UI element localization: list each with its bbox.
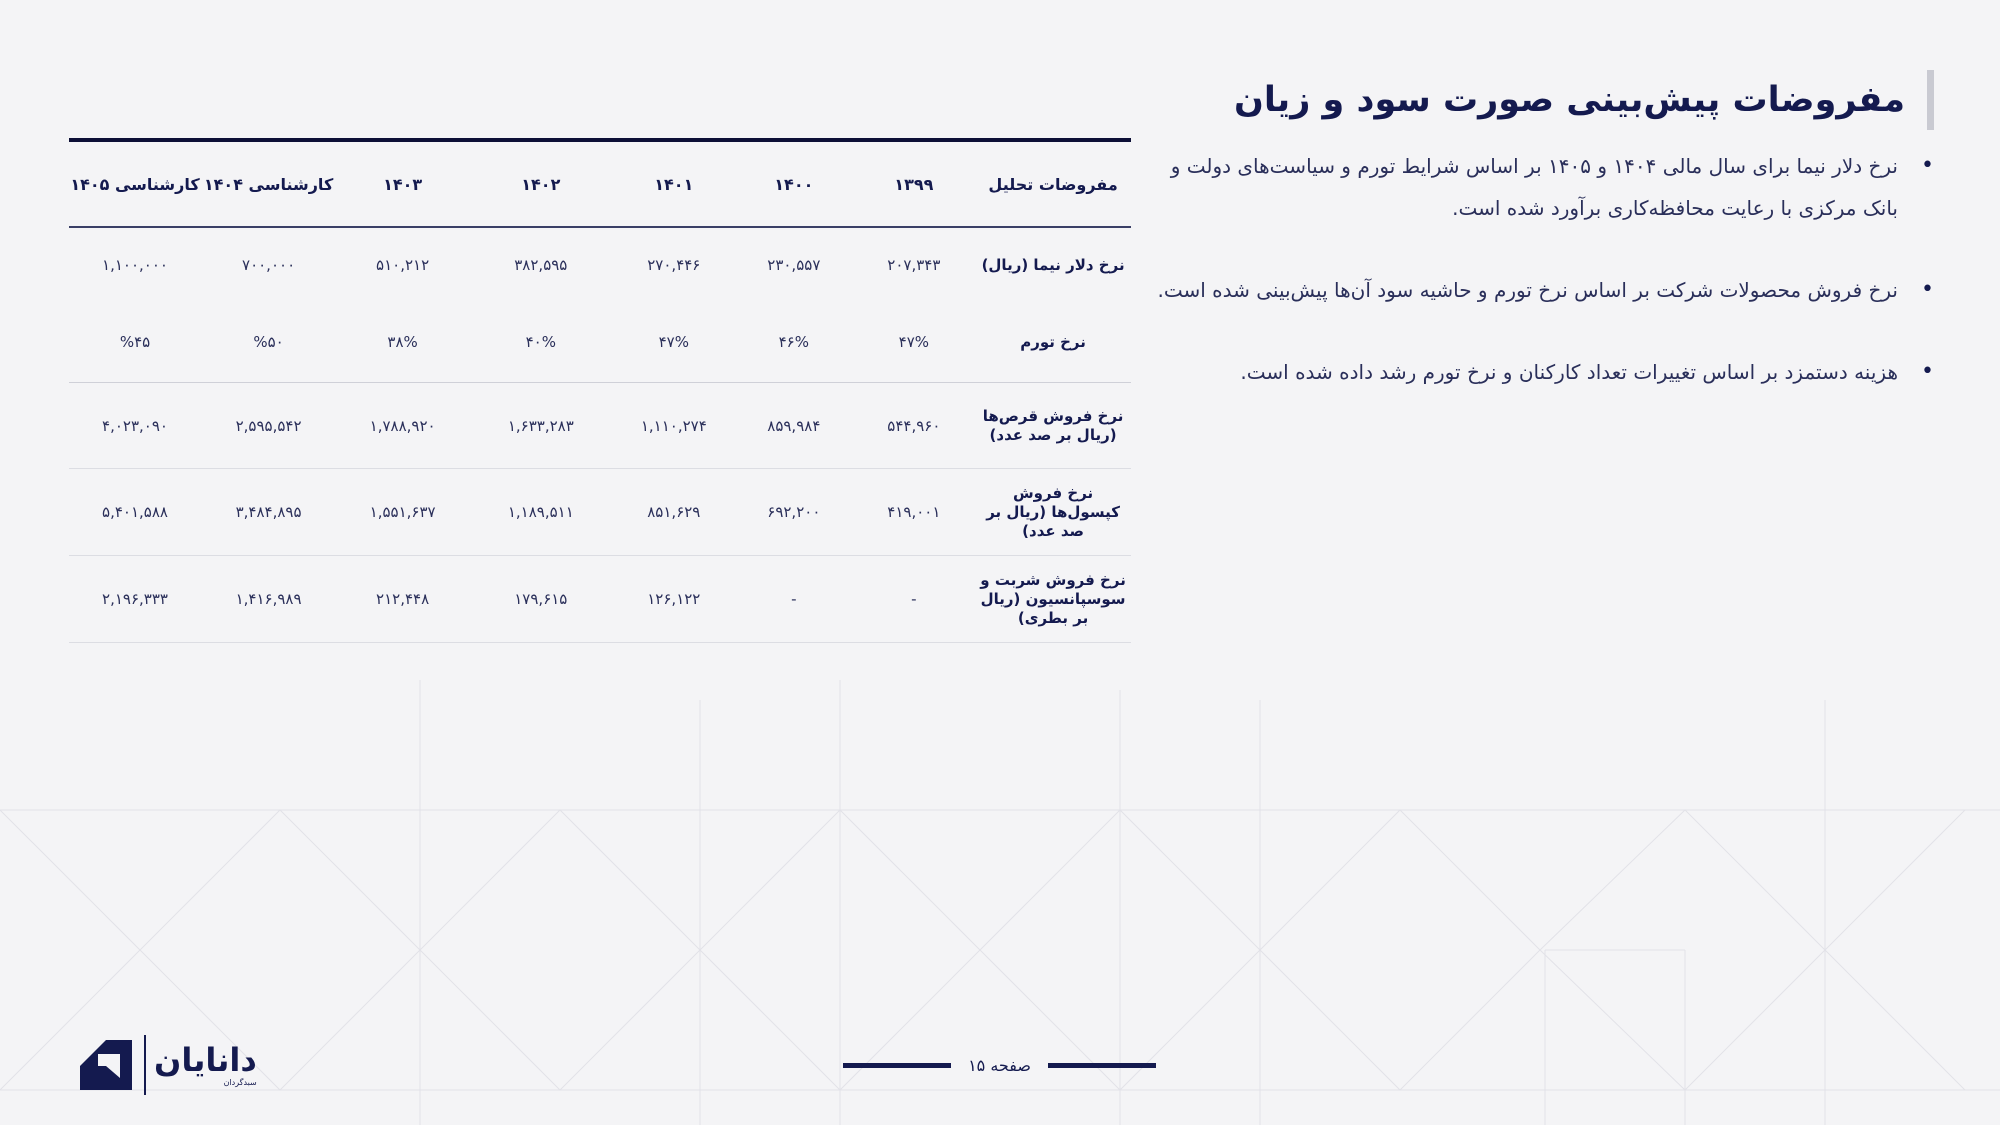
table-cell: ۸۵۹,۹۸۴	[735, 383, 852, 469]
table-cell: ۷۰۰,۰۰۰	[242, 256, 296, 274]
row-label: نرخ تورم	[975, 302, 1131, 383]
column-header: ۱۴۰۲	[469, 140, 612, 227]
table-cell: ۱,۱۰۰,۰۰۰	[102, 256, 168, 274]
row-label: نرخ فروش شربت و سوسپانسیون (ریال بر بطری)	[975, 556, 1131, 643]
logo-text-block	[154, 1042, 257, 1088]
table-cell: %۴۵	[69, 302, 201, 383]
row-label: نرخ دلار نیما (ریال)	[981, 255, 1125, 274]
table-cell: ۴۷%	[853, 302, 976, 383]
table-cell: ۲۱۲,۴۴۸	[336, 556, 469, 643]
table-row	[69, 383, 1131, 469]
table-cell: ۵,۴۰۱,۵۸۸	[69, 469, 201, 556]
pager-line-right	[1048, 1063, 1156, 1068]
table-row	[69, 469, 1131, 556]
column-header: مفروضات تحلیل	[975, 140, 1131, 227]
logo-subtitle: سبدگردان	[223, 1078, 257, 1087]
table-cell: ۲,۱۹۶,۳۳۳	[69, 556, 201, 643]
table-cell: ۱۲۶,۱۲۲	[613, 556, 736, 643]
table-cell: ۵۱۰,۲۱۲	[376, 256, 430, 274]
table-cell: %۵۰	[201, 302, 336, 383]
danayan-logo-icon	[76, 1034, 136, 1096]
bullet-icon: •	[1921, 277, 1934, 302]
logo-divider	[144, 1035, 146, 1095]
page-number: صفحه ۱۵	[968, 1055, 1031, 1075]
bullet-item	[1154, 351, 1934, 393]
bullet-list	[1154, 145, 1934, 433]
table-cell: ۱,۷۸۸,۹۲۰	[336, 383, 469, 469]
title-block	[1234, 70, 1934, 130]
table-cell: ۴۶%	[735, 302, 852, 383]
column-header: کارشناسی ۱۴۰۵	[69, 140, 201, 227]
table-cell: ۶۹۲,۲۰۰	[735, 469, 852, 556]
row-label: نرخ فروش قرص‌ها (ریال بر صد عدد)	[975, 383, 1131, 469]
table-row	[69, 302, 1131, 383]
table-cell: ۲۷۰,۴۴۶	[647, 256, 701, 274]
table-cell: ۱۷۹,۶۱۵	[469, 556, 612, 643]
bullet-item	[1154, 145, 1934, 229]
column-header: ۱۴۰۳	[336, 140, 469, 227]
assumptions-table	[69, 138, 1131, 643]
pager-line-left	[843, 1063, 951, 1068]
column-header: ۱۴۰۰	[735, 140, 852, 227]
table-row	[69, 227, 1131, 302]
row-label: نرخ فروش کپسول‌ها (ریال بر صد عدد)	[975, 469, 1131, 556]
table-cell: ۲۰۷,۳۴۳	[887, 256, 941, 274]
table-cell: -	[735, 556, 852, 643]
column-header: کارشناسی ۱۴۰۴	[201, 140, 336, 227]
page-indicator	[843, 1050, 1156, 1080]
bullet-text: نرخ دلار نیما برای سال مالی ۱۴۰۴ و ۱۴۰۵ بر اساس شرایط تورم و سیاست‌های دولت و بانک مرکزی با رعایت محافظه‌کاری برآورد شده است.	[1170, 154, 1898, 220]
table-cell: ۳,۴۸۴,۸۹۵	[201, 469, 336, 556]
table-row	[69, 556, 1131, 643]
bullet-text: هزینه دستمزد بر اساس تغییرات تعداد کارکنان و نرخ تورم رشد داده شده است.	[1240, 360, 1898, 384]
bullet-icon: •	[1921, 359, 1934, 384]
table-cell: ۱,۵۵۱,۶۳۷	[336, 469, 469, 556]
table-cell: ۱,۱۱۰,۲۷۴	[613, 383, 736, 469]
table-cell: ۲۳۰,۵۵۷	[767, 256, 821, 274]
bullet-icon: •	[1921, 153, 1934, 178]
table-cell: ۴۱۹,۰۰۱	[853, 469, 976, 556]
logo-brand-text: دانایان	[154, 1041, 257, 1079]
table-cell: ۴,۰۲۳,۰۹۰	[69, 383, 201, 469]
table-cell: -	[853, 556, 976, 643]
page-title: مفروضات پیش‌بینی صورت سود و زیان	[1234, 80, 1905, 120]
company-logo	[76, 1030, 266, 1100]
column-header: ۱۴۰۱	[613, 140, 736, 227]
table-cell: ۴۷%	[613, 302, 736, 383]
table-cell: ۸۵۱,۶۲۹	[613, 469, 736, 556]
table-cell: ۵۴۴,۹۶۰	[853, 383, 976, 469]
column-header: ۱۳۹۹	[853, 140, 976, 227]
table-cell: ۳۸۲,۵۹۵	[514, 256, 568, 274]
table-cell: ۳۸%	[336, 302, 469, 383]
table-header-row	[69, 140, 1131, 227]
table-cell: ۴۰%	[469, 302, 612, 383]
bullet-text: نرخ فروش محصولات شرکت بر اساس نرخ تورم و حاشیه سود آن‌ها پیش‌بینی شده است.	[1157, 278, 1898, 302]
table-cell: ۱,۴۱۶,۹۸۹	[201, 556, 336, 643]
bullet-item	[1154, 269, 1934, 311]
table-cell: ۱,۶۳۳,۲۸۳	[469, 383, 612, 469]
title-accent-bar	[1927, 70, 1934, 130]
table-cell: ۱,۱۸۹,۵۱۱	[469, 469, 612, 556]
table-cell: ۲,۵۹۵,۵۴۲	[201, 383, 336, 469]
